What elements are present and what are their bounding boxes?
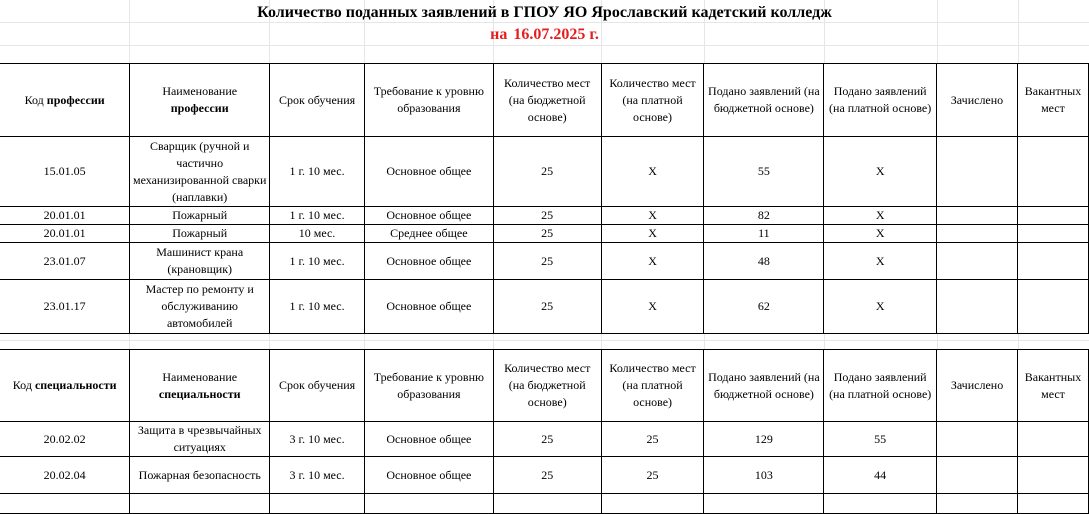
header-budget-apps: Подано заявлений (на бюджетной основе) bbox=[704, 64, 824, 137]
cell-code: 20.01.01 bbox=[0, 207, 130, 225]
header-name-bold: профессии bbox=[170, 101, 229, 115]
cell-vacant bbox=[1017, 494, 1088, 514]
cell-requirement: Основное общее bbox=[365, 457, 494, 494]
header-requirement: Требование к уровню образования bbox=[365, 350, 494, 422]
document-title: Количество поданных заявлений в ГПОУ ЯО Ярославский кадетский колледж bbox=[257, 4, 832, 21]
header-row bbox=[0, 64, 1089, 137]
header-row bbox=[0, 350, 1089, 422]
cell-paid-apps: Х bbox=[824, 280, 937, 334]
table-row bbox=[0, 207, 1089, 225]
cell-budget-apps: 48 bbox=[704, 243, 824, 280]
header-code bbox=[0, 350, 130, 422]
cell-paid-apps: 55 bbox=[824, 422, 937, 457]
header-vacant: Вакантных мест bbox=[1017, 350, 1088, 422]
cell-paid-apps: 44 bbox=[824, 457, 937, 494]
cell-enrolled bbox=[937, 137, 1018, 207]
header-budget-places: Количество мест (на бюджетной основе) bbox=[493, 350, 601, 422]
header-enrolled: Зачислено bbox=[937, 350, 1018, 422]
cell-paid-apps: Х bbox=[824, 137, 937, 207]
cell-budget-places: 25 bbox=[493, 225, 601, 243]
table-row bbox=[0, 225, 1089, 243]
header-duration: Срок обучения bbox=[270, 64, 365, 137]
header-budget-places: Количество мест (на бюджетной основе) bbox=[493, 64, 601, 137]
cell-budget-apps: 103 bbox=[704, 457, 824, 494]
header-requirement: Требование к уровню образования bbox=[364, 64, 493, 137]
cell-enrolled bbox=[937, 494, 1018, 514]
cell-vacant bbox=[1017, 280, 1088, 334]
cell-paid-places: 25 bbox=[601, 422, 704, 457]
cell-enrolled bbox=[937, 243, 1018, 280]
date-value: 16.07.2025 г. bbox=[513, 26, 599, 43]
cell-name bbox=[130, 494, 270, 514]
table-row bbox=[0, 137, 1089, 207]
cell-name: Пожарный bbox=[130, 225, 270, 243]
header-paid-apps: Подано заявлений (на платной основе) bbox=[824, 350, 937, 422]
cell-enrolled bbox=[937, 422, 1018, 457]
cell-duration: 3 г. 10 мес. bbox=[270, 422, 365, 457]
cell-budget-places: 25 bbox=[493, 207, 601, 225]
cell-name: Машинист крана (крановщик) bbox=[130, 243, 270, 280]
header-code-bold: профессии bbox=[46, 92, 105, 107]
report-date bbox=[0, 25, 1089, 45]
cell-budget-apps bbox=[704, 494, 824, 514]
cell-name: Сварщик (ручной и частично механизированной сварки (наплавки) bbox=[130, 137, 270, 207]
cell-name: Пожарная безопасность bbox=[130, 457, 270, 494]
cell-paid-places: Х bbox=[601, 225, 704, 243]
cell-code: 20.01.01 bbox=[0, 225, 130, 243]
cell-paid-apps: Х bbox=[824, 243, 937, 280]
cell-paid-apps: Х bbox=[824, 207, 937, 225]
cell-budget-places: 25 bbox=[493, 280, 601, 334]
cell-paid-places: Х bbox=[601, 137, 704, 207]
cell-duration: 1 г. 10 мес. bbox=[270, 207, 365, 225]
cell-paid-apps bbox=[824, 494, 937, 514]
cell-requirement: Основное общее bbox=[364, 137, 493, 207]
cell-duration: 1 г. 10 мес. bbox=[270, 137, 365, 207]
cell-requirement bbox=[365, 494, 494, 514]
date-prefix: на bbox=[490, 26, 508, 43]
cell-vacant bbox=[1017, 137, 1088, 207]
header-code-prefix: Код bbox=[12, 378, 35, 392]
cell-requirement: Основное общее bbox=[364, 280, 493, 334]
header-paid-apps: Подано заявлений (на платной основе) bbox=[824, 64, 937, 137]
cell-paid-places: Х bbox=[601, 207, 704, 225]
cell-paid-places: Х bbox=[601, 243, 704, 280]
cell-vacant bbox=[1017, 207, 1088, 225]
table-row bbox=[0, 280, 1089, 334]
cell-duration: 1 г. 10 мес. bbox=[270, 243, 365, 280]
cell-code bbox=[0, 494, 130, 514]
cell-budget-apps: 62 bbox=[704, 280, 824, 334]
table-row bbox=[0, 243, 1089, 280]
header-paid-places: Количество мест (на платной основе) bbox=[601, 64, 704, 137]
cell-code: 15.01.05 bbox=[0, 137, 130, 207]
header-budget-apps: Подано заявлений (на бюджетной основе) bbox=[704, 350, 824, 422]
cell-code: 20.02.02 bbox=[0, 422, 130, 457]
cell-name: Защита в чрезвычайных ситуациях bbox=[130, 422, 270, 457]
cell-budget-places bbox=[493, 494, 601, 514]
cell-paid-places: 25 bbox=[601, 457, 704, 494]
header-enrolled: Зачислено bbox=[937, 64, 1018, 137]
cell-code: 23.01.17 bbox=[0, 280, 130, 334]
gridline bbox=[0, 45, 1089, 46]
header-name-line1: Наименование bbox=[162, 84, 238, 98]
header-name bbox=[130, 350, 270, 422]
header-name-line1: Наименование bbox=[162, 369, 238, 384]
cell-duration: 3 г. 10 мес. bbox=[270, 457, 365, 494]
cell-paid-apps: Х bbox=[824, 225, 937, 243]
cell-requirement: Основное общее bbox=[365, 422, 494, 457]
cell-vacant bbox=[1017, 422, 1088, 457]
header-name-bold: специальности bbox=[158, 386, 241, 401]
table-row bbox=[0, 494, 1089, 514]
cell-paid-places: Х bbox=[601, 280, 704, 334]
header-paid-places: Количество мест (на платной основе) bbox=[601, 350, 704, 422]
cell-enrolled bbox=[937, 207, 1018, 225]
professions-table bbox=[0, 63, 1089, 334]
cell-budget-places: 25 bbox=[493, 137, 601, 207]
cell-enrolled bbox=[937, 457, 1018, 494]
cell-duration: 1 г. 10 мес. bbox=[270, 280, 365, 334]
cell-code: 23.01.07 bbox=[0, 243, 130, 280]
cell-vacant bbox=[1017, 243, 1088, 280]
cell-duration bbox=[270, 494, 365, 514]
cell-code: 20.02.04 bbox=[0, 457, 130, 494]
cell-paid-places bbox=[601, 494, 704, 514]
gridline bbox=[0, 340, 1089, 341]
cell-budget-places: 25 bbox=[493, 457, 601, 494]
specialties-table bbox=[0, 349, 1089, 514]
cell-requirement: Основное общее bbox=[364, 243, 493, 280]
header-vacant: Вакантных мест bbox=[1017, 64, 1088, 137]
cell-budget-apps: 82 bbox=[704, 207, 824, 225]
header-code bbox=[0, 64, 130, 137]
cell-budget-apps: 55 bbox=[704, 137, 824, 207]
header-name bbox=[130, 64, 270, 137]
cell-budget-apps: 129 bbox=[704, 422, 824, 457]
table-row bbox=[0, 422, 1089, 457]
cell-vacant bbox=[1017, 225, 1088, 243]
cell-budget-places: 25 bbox=[493, 422, 601, 457]
cell-requirement: Основное общее bbox=[364, 207, 493, 225]
cell-enrolled bbox=[937, 280, 1018, 334]
cell-duration: 10 мес. bbox=[270, 225, 365, 243]
cell-name: Пожарный bbox=[130, 207, 270, 225]
cell-budget-places: 25 bbox=[493, 243, 601, 280]
cell-enrolled bbox=[937, 225, 1018, 243]
cell-budget-apps: 11 bbox=[704, 225, 824, 243]
header-code-bold: специальности bbox=[34, 378, 117, 392]
cell-name: Мастер по ремонту и обслуживанию автомобилей bbox=[130, 280, 270, 334]
header-duration: Срок обучения bbox=[270, 350, 365, 422]
cell-requirement: Среднее общее bbox=[364, 225, 493, 243]
header-code-prefix: Код bbox=[24, 92, 47, 107]
cell-vacant bbox=[1017, 457, 1088, 494]
table-row bbox=[0, 457, 1089, 494]
